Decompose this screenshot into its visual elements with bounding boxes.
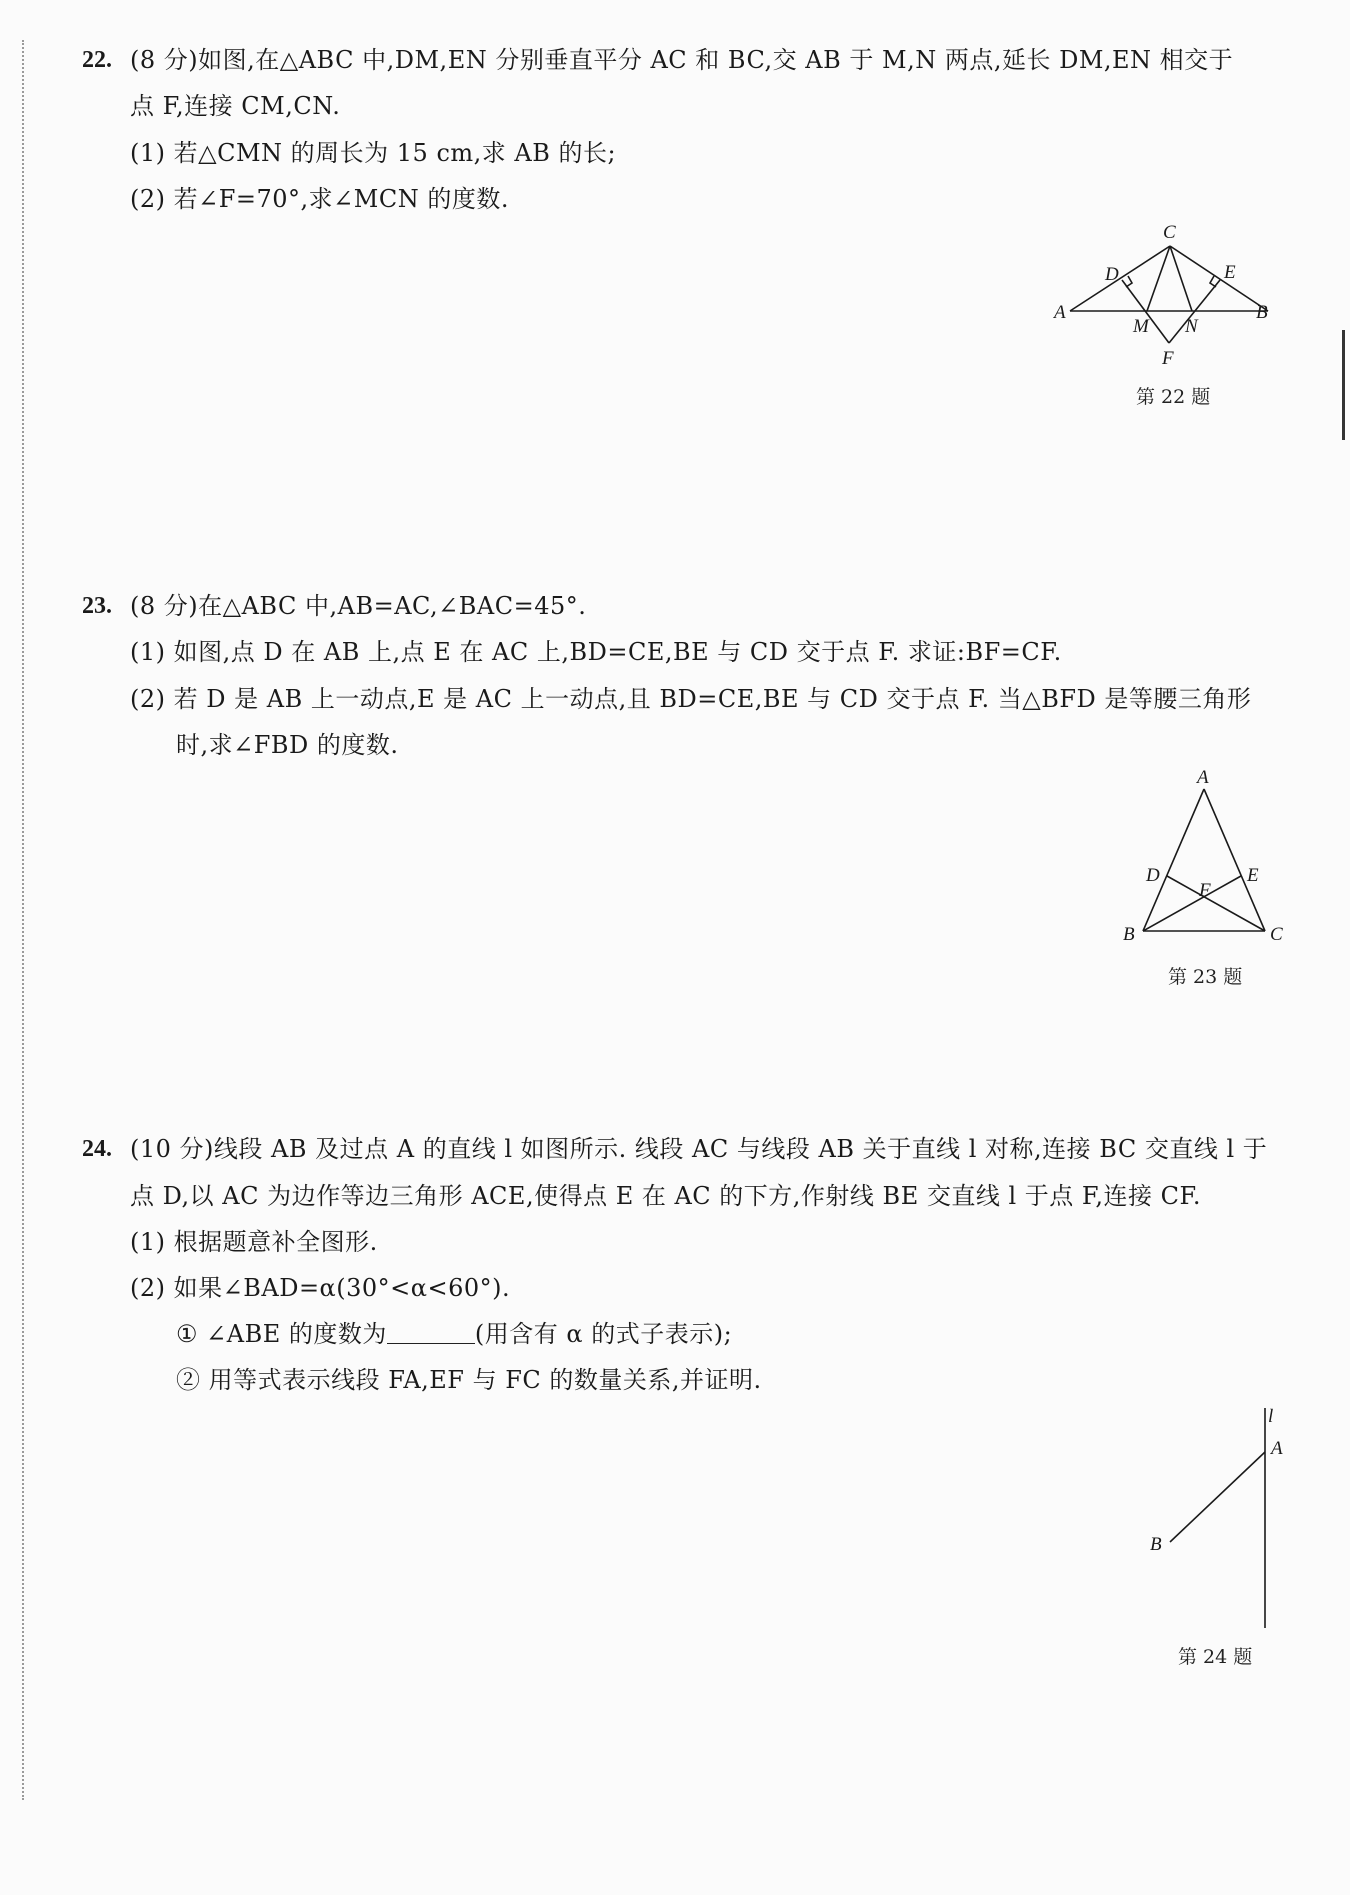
point-label-E: E (1224, 262, 1236, 283)
binding-margin-line (22, 40, 24, 1800)
question-number: 24. (82, 1136, 112, 1162)
figure-23 (1110, 765, 1290, 955)
point-label-D: D (1105, 264, 1119, 285)
point-label-C: C (1163, 222, 1176, 243)
point-label-A: A (1271, 1438, 1283, 1459)
figure-22 (1050, 222, 1280, 372)
point-label-B: B (1123, 924, 1135, 945)
sub-question-1: (1) 如图,点 D 在 AB 上,点 E 在 AC 上,BD=CE,BE 与 CD 交于点 F. 求证:BF=CF. (130, 638, 1062, 666)
point-label-E: E (1247, 865, 1259, 886)
figure-caption: 第 24 题 (1178, 1646, 1253, 1668)
page-edge-mark (1342, 330, 1345, 440)
question-text-line: 点 D,以 AC 为边作等边三角形 ACE,使得点 E 在 AC 的下方,作射线 BE 交直线 l 于点 F,连接 CF. (130, 1182, 1201, 1210)
sub-question-1: (1) 若△CMN 的周长为 15 cm,求 AB 的长; (130, 139, 617, 167)
point-label-F: F (1199, 880, 1211, 901)
point-label-B: B (1150, 1534, 1162, 1555)
point-label-M: M (1133, 316, 1149, 337)
question-text-line: 点 F,连接 CM,CN. (130, 92, 341, 120)
item-text: (用含有 α 的式子表示); (474, 1320, 733, 1348)
sub-question-2-continued: 时,求∠FBD 的度数. (176, 731, 399, 759)
point-label-C: C (1270, 924, 1283, 945)
item-text: ① ∠ABE 的度数为 (176, 1320, 387, 1348)
question-number: 22. (82, 47, 112, 73)
sub-question-2: (2) 如果∠BAD=α(30°<α<60°). (130, 1274, 511, 1302)
figure-caption: 第 23 题 (1168, 966, 1243, 988)
point-label-A: A (1054, 302, 1066, 323)
figure-caption: 第 22 题 (1136, 386, 1211, 408)
question-text-line: (8 分)在△ABC 中,AB=AC,∠BAC=45°. (130, 592, 587, 620)
point-label-B: B (1256, 302, 1268, 323)
sub-question-1: (1) 根据题意补全图形. (130, 1228, 378, 1256)
question-number: 23. (82, 593, 112, 619)
line-label-l: l (1268, 1406, 1274, 1427)
point-label-A: A (1197, 767, 1209, 788)
sub-question-2: (2) 若∠F=70°,求∠MCN 的度数. (130, 185, 509, 213)
sub-question-2-item-2: ② 用等式表示线段 FA,EF 与 FC 的数量关系,并证明. (176, 1366, 762, 1394)
question-text-line: (8 分)如图,在△ABC 中,DM,EN 分别垂直平分 AC 和 BC,交 AB 于 M,N 两点,延长 DM,EN 相交于 (130, 46, 1234, 74)
figure-24 (1140, 1400, 1290, 1640)
point-label-N: N (1185, 316, 1198, 337)
point-label-F: F (1162, 348, 1174, 369)
question-text-line: (10 分)线段 AB 及过点 A 的直线 l 如图所示. 线段 AC 与线段 AB 关于直线 l 对称,连接 BC 交直线 l 于 (130, 1135, 1268, 1163)
sub-question-2: (2) 若 D 是 AB 上一动点,E 是 AC 上一动点,且 BD=CE,BE 与 CD 交于点 F. 当△BFD 是等腰三角形 (130, 685, 1252, 713)
sub-question-2-item-1 (176, 1318, 732, 1350)
point-label-D: D (1146, 865, 1160, 886)
answer-blank[interactable] (387, 1321, 475, 1344)
